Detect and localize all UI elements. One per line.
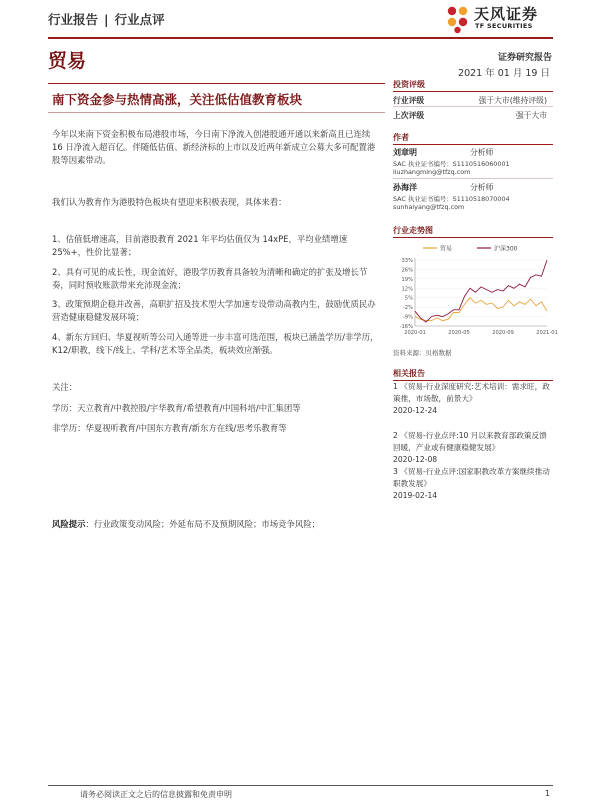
author-email[interactable]: liuzhangming@tfzq.com	[393, 168, 471, 176]
report-type: 证券研究报告	[497, 53, 552, 63]
risk-warning	[52, 518, 382, 530]
y-tick-label: 26%	[401, 267, 413, 274]
author-cert: SAC 执业证书编号：S1110518070004	[393, 195, 510, 203]
body-paragraph: 我们认为教育作为港股特色板块有望迎来积极表现，具体来看：	[52, 197, 287, 207]
author-name: 刘章明	[393, 148, 417, 157]
rating-section-title: 投资评级	[393, 79, 553, 92]
author-name: 孙海洋	[393, 183, 417, 192]
author-email[interactable]: sunhaiyang@tfzq.com	[393, 203, 465, 211]
x-tick-label: 2021-01	[536, 330, 558, 336]
body-paragraph: 4、新东方回归、华夏视听等公司入通等进一步丰富可选范围，板块已涵盖学历/非学历，K12/职教，线下/线上、学科/艺术等全品类，板块效应渐强。	[52, 332, 379, 355]
y-tick-label: 12%	[401, 286, 413, 293]
body-paragraph: 1、估值低增速高，目前港股教育 2021 年平均估值仅为 14xPE，平均业绩增速 25%+，性价比显著；	[52, 234, 348, 257]
risk-label: 风险提示	[52, 519, 86, 529]
author-role: 分析师	[470, 183, 494, 192]
body-paragraph: 2、具有可见的成长性，现金流好，港股学历教育具备较为清晰和确定的扩张及增长节奏，同时预收账款带来充沛现金流；	[52, 267, 368, 290]
sector-title: 贸易	[48, 50, 87, 72]
chart-source: 资料来源：贝格数据	[393, 349, 452, 357]
body-paragraph: 关注：	[52, 382, 78, 392]
industry-trend-chart	[393, 240, 558, 344]
body-paragraph: 3、政策预期企稳并改善，高职扩招及技术型大学加速专设带动高教内生，鼓励优质民办营造健康稳健发展环境；	[52, 299, 376, 322]
y-tick-label: 33%	[401, 258, 413, 264]
related-report-title[interactable]: 1 《贸易-行业深度研究:艺术培训：需求旺，政策推，市场散，前景大》	[393, 382, 550, 403]
related-report-item[interactable]	[393, 381, 553, 417]
footer-disclaimer: 请务必阅读正文之后的信息披露和免责申明	[80, 790, 232, 799]
report-date: 2021 年 01 月 19 日	[458, 68, 550, 79]
x-tick-label: 2020-05	[448, 330, 470, 336]
report-headline: 南下资金参与热情高涨，关注低估值教育板块	[52, 92, 303, 107]
x-tick-label: 2020-09	[492, 330, 514, 336]
series-line	[415, 298, 547, 321]
trend-section-title: 行业走势图	[393, 225, 553, 238]
breadcrumb-report-subtype: 行业点评	[114, 12, 165, 27]
related-report-item[interactable]	[393, 466, 553, 502]
headline-divider-top	[48, 83, 385, 84]
y-tick-label: 5%	[404, 295, 413, 302]
related-report-date: 2020-12-24	[393, 406, 438, 415]
authors-section-title: 作者	[393, 132, 553, 145]
author-role: 分析师	[470, 148, 494, 157]
industry-rating-label: 行业评级	[393, 96, 425, 105]
body-paragraph: 非学历：华夏视听教育/中国东方教育/新东方在线/思考乐教育等	[52, 423, 287, 433]
y-tick-label: -2%	[402, 305, 413, 312]
related-report-title[interactable]: 2 《贸易-行业点评:10 月以来教育部政策反馈回暖，产业或有健康稳健发展》	[393, 431, 547, 452]
previous-rating-value: 强于大市	[515, 111, 547, 120]
x-tick-label: 2020-01	[404, 330, 426, 336]
footer-divider	[48, 785, 553, 786]
breadcrumb-report-category: 行业报告	[48, 12, 99, 27]
body-paragraph: 学历：天立教育/中教控股/宇华教育/希望教育/中国科培/中汇集团等	[52, 403, 301, 413]
risk-text: ：行业政策变动风险；外延布局不及预期风险；市场竞争风险；	[85, 519, 320, 529]
related-section-title: 相关报告	[393, 368, 553, 381]
page-number: 1	[544, 789, 550, 798]
y-tick-label: -9%	[402, 314, 413, 321]
related-report-title[interactable]: 3 《贸易-行业点评:国家职教改革方案继续推动职教发展》	[393, 467, 550, 488]
rating-divider	[393, 106, 553, 107]
body-paragraph: 今年以来南下资金积极布局港股市场，今日南下净流入创港股通开通以来新高且已连续 16 日净流入超百亿。伴随低估值、新经济标的上市以及近两年新成立公募大多可配置港股等因素带动。	[52, 129, 376, 165]
brand-name-en: TF SECURITIES	[475, 22, 533, 30]
breadcrumb: 行业报告 | 行业点评	[48, 12, 165, 27]
previous-rating-label: 上次评级	[393, 111, 425, 120]
related-report-item[interactable]	[393, 430, 553, 466]
related-report-date: 2020-12-08	[393, 455, 438, 464]
header-divider	[48, 37, 553, 39]
y-tick-label: -16%	[399, 324, 413, 330]
author-divider	[393, 178, 553, 179]
brand-name: 天风证券	[474, 5, 539, 23]
related-report-date: 2019-02-14	[393, 491, 438, 500]
headline-divider-bottom	[48, 112, 385, 113]
legend-label: 贸易	[440, 245, 453, 253]
author-cert: SAC 执业证书编号：S1110516060001	[393, 160, 510, 168]
industry-rating-value: 强于大市(维持评级)	[478, 96, 547, 105]
y-tick-label: 19%	[401, 276, 413, 283]
legend-label: 沪深300	[494, 245, 518, 253]
